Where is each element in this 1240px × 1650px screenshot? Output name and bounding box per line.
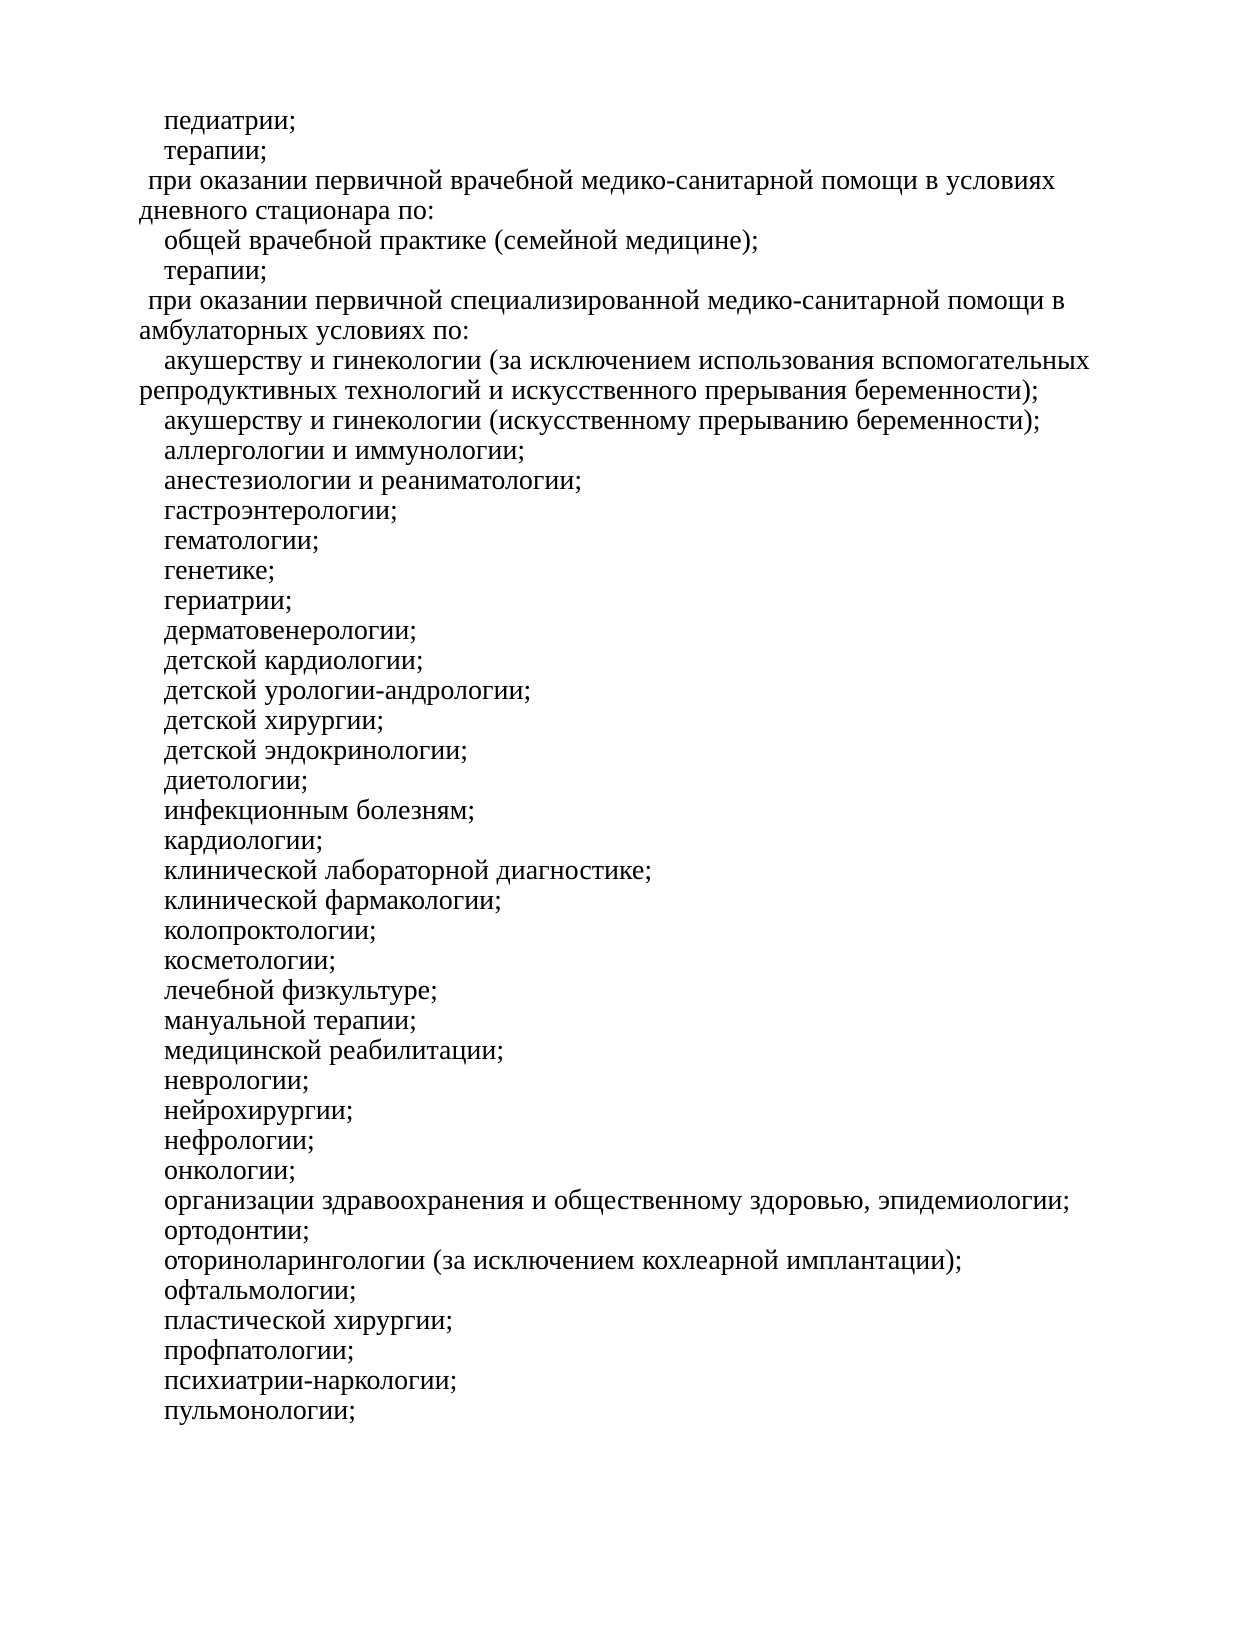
specialty-item-paragraph: акушерству и гинекологии (за исключением использования вспомогательных репродуктивных технологий и искусственного прерывания беременности); — [139, 345, 1098, 406]
specialty-item-paragraph: анестезиологии и реаниматологии; — [164, 465, 583, 496]
condition-clause-paragraph: при оказании первичной специализированной медико-санитарной помощи в амбулаторных условиях по: — [139, 285, 1073, 346]
specialty-item-paragraph: лечебной физкультуре; — [164, 975, 438, 1006]
specialty-item-paragraph: детской урологии-андрологии; — [164, 675, 532, 706]
specialty-item-paragraph: психиатрии-наркологии; — [164, 1365, 458, 1396]
specialty-item-paragraph: диетологии; — [164, 765, 309, 796]
specialty-item-paragraph: терапии; — [164, 255, 268, 286]
specialty-item-paragraph: гериатрии; — [164, 585, 293, 616]
specialty-item-paragraph: клинической фармакологии; — [164, 885, 502, 916]
specialty-item-paragraph: кардиологии; — [164, 825, 324, 856]
specialty-item-paragraph: детской хирургии; — [164, 705, 385, 736]
specialty-item-paragraph: генетике; — [164, 555, 276, 586]
specialty-item-paragraph: общей врачебной практике (семейной медицине); — [164, 225, 759, 256]
specialty-item-paragraph: гематологии; — [164, 525, 320, 556]
specialty-item-paragraph: детской кардиологии; — [164, 645, 424, 676]
specialty-item-paragraph: акушерству и гинекологии (искусственному прерыванию беременности); — [164, 405, 1041, 436]
specialty-item-paragraph: медицинской реабилитации; — [164, 1035, 505, 1066]
specialty-item-paragraph: аллергологии и иммунологии; — [164, 435, 526, 466]
specialty-item-paragraph: неврологии; — [164, 1065, 310, 1096]
specialty-item-paragraph: клинической лабораторной диагностике; — [164, 855, 653, 886]
specialty-item-paragraph: профпатологии; — [164, 1335, 355, 1366]
specialty-item-paragraph: косметологии; — [164, 945, 337, 976]
specialty-item-paragraph: онкологии; — [164, 1155, 297, 1186]
specialty-item-paragraph: нефрологии; — [164, 1125, 315, 1156]
document-body — [139, 106, 1179, 1426]
specialty-item-paragraph: ортодонтии; — [164, 1215, 310, 1246]
condition-clause-paragraph: при оказании первичной врачебной медико-санитарной помощи в условиях дневного стационара по: — [139, 165, 1071, 226]
specialty-item-paragraph: организации здравоохранения и общественному здоровью, эпидемиологии; — [164, 1185, 1071, 1216]
specialty-item-paragraph: пластической хирургии; — [164, 1305, 454, 1336]
specialty-item-paragraph: детской эндокринологии; — [164, 735, 469, 766]
specialty-item-paragraph: педиатрии; — [164, 105, 297, 136]
specialty-item-paragraph: нейрохирургии; — [164, 1095, 354, 1126]
specialty-item-paragraph: пульмонологии; — [164, 1395, 357, 1426]
specialty-item-paragraph: инфекционным болезням; — [164, 795, 476, 826]
specialty-item-paragraph: дерматовенерологии; — [164, 615, 418, 646]
specialty-item-paragraph: офтальмологии; — [164, 1275, 357, 1306]
specialty-item-paragraph: терапии; — [164, 135, 268, 166]
specialty-item-paragraph: колопроктологии; — [164, 915, 377, 946]
specialty-item-paragraph: мануальной терапии; — [164, 1005, 417, 1036]
specialty-item-paragraph: гастроэнтерологии; — [164, 495, 398, 526]
specialty-item-paragraph: оториноларингологии (за исключением кохлеарной имплантации); — [164, 1245, 963, 1276]
